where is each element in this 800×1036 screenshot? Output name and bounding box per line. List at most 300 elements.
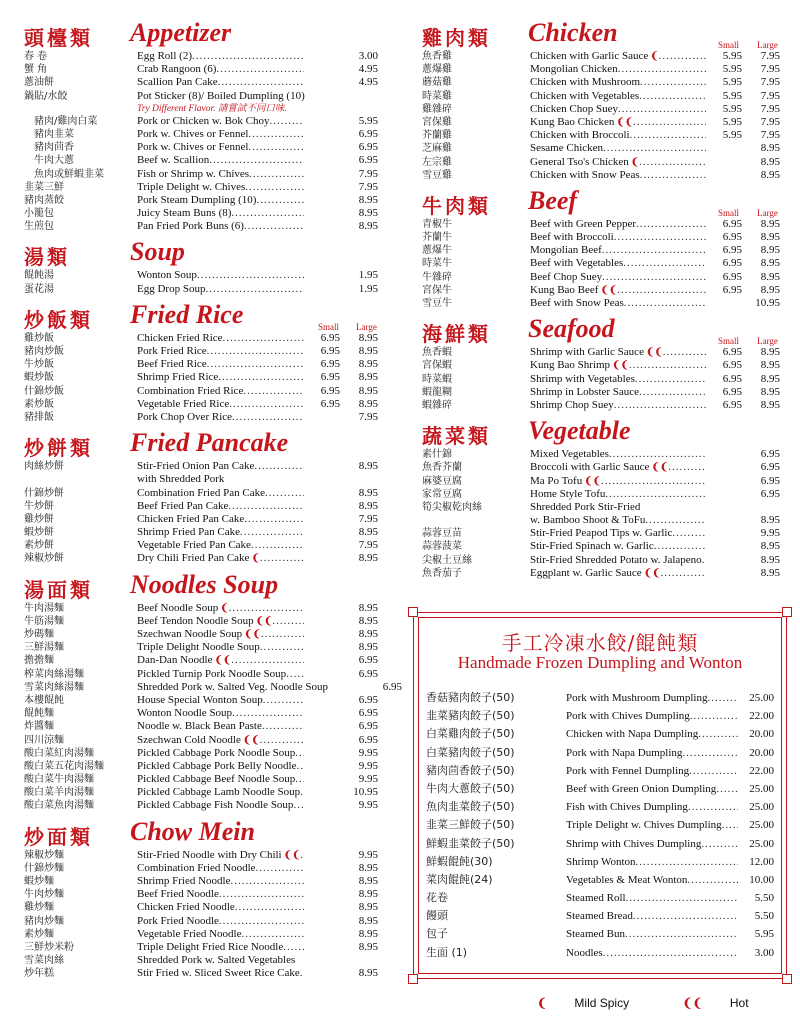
dot-leader (688, 798, 738, 816)
frozen-item-chinese: 鮮蝦韭菜餃子(50) (426, 836, 515, 850)
dot-leader (232, 707, 304, 720)
chili-pepper-icon: ❨❨ (283, 849, 301, 861)
menu-item-name: Pork Fried Rice (137, 345, 207, 357)
frozen-item-name: Pork with Chives Dumpling (566, 710, 690, 723)
menu-item (22, 385, 378, 398)
menu-column-right (420, 18, 780, 584)
frozen-item-chinese: 香菇豬肉餃子(50) (426, 691, 515, 704)
price-small (304, 207, 340, 220)
menu-item-chinese: 春 卷 (24, 51, 48, 62)
menu-item-name: Stir Fried w. Sliced Sweet Rice Cake (137, 967, 300, 980)
menu-section (420, 186, 780, 310)
section-title-english: Beef (528, 185, 578, 215)
menu-item-chinese: 蒜蓉豆苗 (422, 528, 462, 540)
dot-leader (640, 169, 706, 182)
menu-item-name: Szechwan Noodle Soup (137, 628, 243, 640)
frozen-item (424, 853, 774, 871)
menu-item (420, 156, 780, 169)
menu-item (22, 552, 378, 565)
menu-item (22, 487, 378, 500)
frozen-item-price: 25.00 (749, 801, 774, 814)
frozen-item-chinese: 魚肉韭菜餃子(50) (426, 800, 515, 814)
menu-item-chinese: 韭菜三鮮 (24, 181, 64, 193)
section-header (22, 300, 378, 332)
dot-leader (231, 654, 304, 667)
frozen-item-price: 5.95 (754, 928, 774, 941)
menu-item-chinese: 芝麻雞 (422, 143, 452, 155)
price-large: 8.95 (760, 346, 780, 359)
frozen-item-english (566, 725, 774, 743)
menu-item-name: Beef Noodle Soup (137, 601, 219, 614)
frozen-item-name: Fish with Chives Dumpling (566, 801, 688, 814)
menu-item-name: Shredded Pork w. Salted Veg. Noodle Soup (137, 680, 328, 693)
dot-leader (265, 487, 304, 500)
price-large: 9.95 (760, 527, 780, 540)
frozen-item-name: Chicken with Napa Dumpling (566, 728, 699, 741)
dot-leader (270, 115, 304, 128)
dot-leader (630, 129, 706, 142)
menu-item (22, 500, 378, 513)
frozen-item-price: 22.00 (749, 710, 774, 723)
price-large: 8.95 (760, 168, 780, 181)
menu-item-chinese: 牛肉大蔥 (34, 155, 74, 167)
dot-leader (602, 271, 706, 284)
menu-item-name: Beef w. Scallion (137, 154, 210, 167)
menu-item-name: Triple Delight Fried Rice Noodle (137, 940, 284, 953)
dot-leader (251, 539, 304, 552)
menu-item-chinese: 牛肉炒麵 (24, 889, 64, 901)
menu-item-name: Shrimp Fried Noodle (137, 875, 231, 887)
price-small: 6.95 (320, 331, 340, 344)
dot-leader (228, 500, 304, 513)
menu-item-name: Vegetable Fried Noodle (137, 927, 242, 940)
menu-item (22, 734, 378, 747)
menu-item-chinese: 辣椒炒餅 (24, 553, 64, 565)
frozen-item (424, 889, 774, 907)
menu-item-name: Pickled Cabbage Lamb Noodle Soup (137, 786, 301, 799)
menu-item-name-continued: with Shredded Pork (137, 473, 225, 486)
menu-item (420, 527, 780, 540)
menu-item-chinese: 素炒麵 (24, 928, 54, 940)
menu-item-chinese: 鍋貼/水餃 (24, 90, 68, 102)
chili-pepper-icon: ❨❨ (244, 629, 261, 640)
menu-item-chinese: 豬肉/雞肉白菜 (34, 115, 98, 127)
menu-item-name: Chicken Fried Noodle (137, 901, 235, 914)
menu-item-name: Vegetable Fried Rice (137, 397, 230, 410)
price-small (706, 567, 742, 580)
dot-leader (207, 358, 304, 371)
price-small (706, 554, 742, 567)
price-small (304, 220, 340, 233)
price-large: 8.95 (358, 331, 378, 344)
menu-item-chinese: 生煎包 (24, 221, 54, 233)
menu-item-name: Pickled Cabbage Pork Belly Noodle (137, 759, 297, 772)
frozen-item-price: 22.00 (749, 764, 774, 777)
frozen-item-name: Steamed Bread (566, 910, 633, 923)
dot-leader (232, 411, 304, 424)
frozen-item-english (566, 889, 774, 907)
menu-item-name: Kung Bao Chicken (530, 115, 615, 128)
dot-leader (617, 284, 706, 297)
menu-item-english (530, 373, 780, 386)
menu-item-name: Shrimp Fried Rice (137, 371, 219, 384)
menu-item-chinese: 三鮮炒米粉 (24, 941, 74, 953)
price-large: 6.95 (760, 448, 780, 461)
price-large: 7.95 (760, 63, 780, 76)
menu-item (420, 169, 780, 182)
price-small: 6.95 (722, 359, 742, 372)
menu-item-english (137, 283, 378, 296)
dot-leader (701, 835, 738, 853)
price-small: 5.95 (722, 89, 742, 102)
price-small (706, 488, 742, 501)
dot-leader (645, 514, 706, 527)
frozen-item-price: 25.00 (749, 692, 774, 704)
price-small (304, 760, 340, 773)
menu-item-english (530, 297, 780, 310)
menu-section (420, 416, 780, 580)
menu-item-chinese: 尖椒土豆絲 (422, 554, 472, 566)
box-title-english: Handmade Frozen Dumpling and Wonton (457, 653, 743, 672)
dot-leader (603, 944, 738, 962)
price-small (304, 915, 340, 928)
price-large: 6.95 (760, 487, 780, 500)
menu-item (22, 875, 378, 888)
menu-item (22, 628, 378, 641)
menu-item-english (530, 142, 780, 155)
price-large: 7.95 (760, 89, 780, 102)
menu-item (22, 411, 378, 424)
frozen-item (424, 762, 774, 780)
dot-leader (636, 853, 738, 871)
legend-hot (680, 996, 772, 1010)
price-small (304, 849, 340, 862)
menu-item-english (137, 602, 378, 615)
size-label-large: Large (757, 40, 778, 50)
menu-item-english (137, 954, 378, 967)
price-small: 5.95 (722, 50, 742, 62)
price-large: 6.95 (358, 720, 378, 733)
menu-item (420, 475, 780, 488)
price-small (304, 734, 340, 747)
menu-item-name: Broccoli with Garlic Sauce (530, 461, 650, 474)
menu-item-english (137, 473, 378, 486)
section-title-chinese: 炒飯類 (24, 307, 93, 332)
menu-item-note: Try Different Flavor. 請嘗試不同口味. (137, 103, 287, 114)
dot-leader (218, 76, 304, 89)
price-large: 9.95 (358, 746, 378, 759)
dot-leader (660, 567, 706, 580)
menu-item-name: Pickled Cabbage Beef Noodle Soup (137, 773, 296, 786)
frozen-item-name: Steamed Bun (566, 928, 625, 941)
menu-item-english (530, 514, 780, 527)
menu-item-chinese: 魚香芥蘭 (422, 462, 462, 474)
price-small (304, 115, 340, 128)
chili-pepper-icon: ❨ (251, 553, 260, 565)
menu-item (22, 654, 378, 667)
menu-item-chinese: 餛飩麵 (24, 708, 54, 720)
menu-item-chinese: 本樓餛飩 (24, 694, 64, 706)
dot-leader (614, 231, 706, 244)
menu-item-english (137, 694, 378, 707)
price-large: 8.95 (358, 486, 378, 499)
price-small: 6.95 (722, 257, 742, 270)
box-title-chinese: 手工冷凍水餃/餛飩類 (501, 631, 699, 655)
menu-item (420, 244, 780, 257)
frozen-item-english (566, 707, 774, 725)
menu-item-english (137, 888, 378, 901)
menu-item-name: Pickled Turnip Pork Noodle Soup (137, 667, 287, 680)
frozen-item-price: 10.00 (749, 873, 774, 886)
price-small (304, 747, 340, 760)
menu-item-name: Beef with Vegetables (530, 257, 624, 270)
menu-item-name: Eggplant w. Garlic Sauce (530, 566, 642, 579)
menu-item-name: Sesame Chicken (530, 142, 604, 155)
frozen-item (424, 816, 774, 834)
price-small: 5.95 (722, 76, 742, 89)
menu-item-english (137, 539, 378, 552)
menu-item-name: Chicken with Mushroom (530, 76, 640, 89)
menu-item-english (530, 63, 780, 76)
menu-item-name: Beef with Green Pepper (530, 217, 636, 230)
dot-leader (244, 513, 304, 526)
menu-item (420, 218, 780, 231)
price-small (304, 707, 340, 720)
dot-leader (219, 915, 304, 928)
dot-leader (262, 720, 304, 733)
dot-leader (295, 773, 304, 786)
menu-item-name: Shrimp Fried Pan Cake (137, 526, 240, 539)
price-large: 10.95 (755, 297, 780, 309)
menu-item-english (530, 567, 780, 580)
frozen-item-english (566, 798, 774, 816)
frozen-item-name: Shrimp with Chives Dumpling (566, 837, 702, 850)
menu-item-name: Shredded Pork w. Salted Vegetables (137, 954, 296, 967)
price-small (304, 128, 340, 141)
dot-leader (256, 194, 304, 207)
price-small: 6.95 (320, 371, 340, 384)
price-large: 7.95 (358, 539, 378, 552)
price-large: 8.95 (760, 155, 780, 168)
menu-item-name: Chicken with Snow Peas (530, 168, 640, 181)
menu-item-english (530, 540, 780, 553)
price-small: 6.95 (320, 384, 340, 397)
menu-item-name: Chicken Chop Suey (530, 102, 618, 115)
menu-item-english (137, 332, 378, 345)
section-title-english: Fried Pancake (130, 428, 289, 458)
menu-item (420, 488, 780, 501)
frozen-item-english (566, 744, 774, 762)
menu-item-english (137, 668, 378, 681)
box-corner-ornament (782, 974, 792, 984)
price-large: 8.95 (358, 499, 378, 512)
menu-item (420, 257, 780, 270)
menu-item (22, 371, 378, 384)
price-large: 6.95 (358, 154, 378, 167)
price-small (706, 514, 742, 527)
frozen-item (424, 689, 774, 707)
chili-pepper-icon: ❨❨ (612, 360, 629, 372)
price-large: 9.95 (358, 773, 378, 786)
menu-item-name: Chicken with Garlic Sauce (530, 50, 649, 62)
section-title-chinese: 湯面類 (24, 577, 93, 602)
menu-item-name: Chicken Fried Rice (137, 331, 223, 344)
menu-item-english (530, 103, 780, 116)
dot-leader (260, 552, 304, 565)
menu-item (420, 386, 780, 399)
dot-leader (240, 526, 304, 539)
menu-item-chinese: 宮保蝦 (422, 360, 452, 372)
dot-leader (689, 762, 738, 780)
dot-leader (218, 371, 304, 384)
spice-legend (535, 996, 797, 1010)
price-small (304, 460, 340, 473)
menu-item-chinese: 青椒牛 (422, 218, 452, 230)
menu-item-name: Beef with Broccoli (530, 231, 614, 244)
menu-item (420, 271, 780, 284)
menu-item-chinese: 家常豆腐 (422, 488, 462, 500)
menu-item (22, 90, 378, 103)
section-title-english: Noodles Soup (130, 569, 279, 599)
dot-leader (605, 488, 706, 501)
menu-item (22, 128, 378, 141)
price-large: 8.95 (358, 358, 378, 371)
menu-item-english (137, 181, 378, 194)
menu-item (420, 50, 780, 63)
chili-pepper-icon: ❨❨ (616, 116, 634, 128)
menu-item (22, 526, 378, 539)
menu-item-chinese: 雪豆雞 (422, 169, 452, 181)
chili-pepper-icon: ❨❨ (255, 615, 273, 627)
frozen-item-chinese: 豬肉茴香餃子(50) (426, 763, 515, 777)
menu-item-english (137, 115, 378, 128)
dot-leader (219, 888, 304, 901)
price-small (304, 181, 340, 194)
menu-item-name: Pickled Cabbage Pork Noodle Soup (137, 746, 296, 759)
menu-item-name: Shrimp in Lobster Sauce (530, 385, 640, 398)
menu-item-name: Szechwan Cold Noodle (137, 733, 241, 746)
menu-item-english (137, 641, 378, 654)
menu-item-english (137, 487, 378, 500)
menu-item-english (137, 849, 378, 862)
frozen-item-chinese: 韭菜豬肉餃子(50) (426, 709, 515, 723)
dot-leader (286, 668, 304, 681)
menu-item (22, 799, 378, 812)
price-small: 5.95 (722, 115, 742, 128)
dot-leader (629, 359, 706, 372)
menu-item-english (137, 615, 378, 628)
menu-item-name: Triple Delight w. Chives (137, 180, 246, 193)
menu-item-chinese: 素炒餅 (24, 540, 54, 552)
menu-item-english (530, 76, 780, 89)
menu-item-name: Pork Chop Over Rice (137, 410, 233, 423)
price-large: 8.95 (760, 359, 780, 372)
price-small (304, 539, 340, 552)
frozen-item-price: 12.00 (749, 855, 774, 868)
price-large: 8.95 (760, 217, 780, 230)
price-small (304, 668, 340, 681)
dot-leader (254, 460, 304, 473)
price-small: 6.95 (722, 283, 742, 296)
menu-section (420, 18, 780, 182)
frozen-item-english (566, 816, 774, 834)
menu-item-chinese: 什錦炒餅 (24, 487, 64, 499)
dot-leader (639, 156, 706, 169)
price-small (304, 50, 340, 63)
menu-section (420, 314, 780, 412)
frozen-item-name: Steamed Roll (566, 892, 626, 905)
menu-item-chinese: 時菜雞 (422, 90, 452, 102)
menu-item-english (137, 207, 378, 220)
box-corner-ornament (408, 607, 418, 617)
menu-item (22, 220, 378, 233)
menu-item-chinese: 酸白菜五花肉湯麵 (24, 760, 104, 772)
menu-item (22, 849, 378, 862)
menu-item-english (137, 194, 378, 207)
section-header (420, 186, 780, 218)
section-header (22, 428, 378, 460)
price-small (304, 786, 340, 799)
menu-item-chinese: 蛋花湯 (24, 283, 54, 295)
section-title-chinese: 炒面類 (24, 824, 93, 849)
price-small (706, 448, 742, 461)
price-large: 8.95 (358, 861, 378, 874)
menu-item (420, 76, 780, 89)
menu-item (22, 773, 378, 786)
section-header (22, 817, 378, 849)
menu-item-chinese: 魚香蝦 (422, 347, 452, 359)
price-large: 8.95 (760, 270, 780, 283)
dot-leader (626, 889, 738, 907)
menu-item-english (137, 654, 378, 667)
menu-item-chinese: 擔擔麵 (24, 655, 54, 667)
frozen-item-chinese: 白菜豬肉餃子(50) (426, 745, 515, 759)
price-small (304, 602, 340, 615)
section-title-chinese: 頭檯類 (24, 26, 93, 50)
frozen-item (424, 780, 774, 798)
price-large: 7.95 (358, 410, 378, 423)
menu-item-name: Fish or Shrimp w. Chives (137, 167, 250, 180)
menu-item (22, 283, 378, 296)
frozen-item-name: Pork with Fennel Dumpling (566, 764, 690, 777)
frozen-item-list (424, 689, 774, 962)
menu-item (420, 373, 780, 386)
dot-leader (633, 907, 738, 925)
menu-item-english (137, 680, 402, 694)
menu-item-english (530, 231, 780, 244)
menu-item (22, 398, 378, 411)
price-large: 8.95 (760, 231, 780, 244)
menu-item-name: Shredded Pork Stir-Fried (530, 500, 641, 513)
dot-leader (223, 332, 304, 345)
menu-item (22, 50, 378, 63)
dot-leader (229, 602, 304, 615)
dot-leader (640, 76, 706, 89)
price-small (304, 901, 340, 914)
frozen-item-english (566, 689, 774, 707)
price-large: 7.95 (358, 180, 378, 193)
price-large: 7.95 (760, 115, 780, 128)
frozen-item-english (566, 944, 774, 962)
price-large: 6.95 (358, 127, 378, 140)
chili-pepper-icon: ❨❨ (645, 347, 663, 359)
menu-item (22, 901, 378, 914)
menu-item-english (530, 554, 780, 567)
menu-item (420, 567, 780, 580)
menu-item-english (137, 967, 378, 980)
frozen-item-name: Pork with Napa Dumpling (566, 746, 683, 759)
menu-item (22, 747, 378, 760)
